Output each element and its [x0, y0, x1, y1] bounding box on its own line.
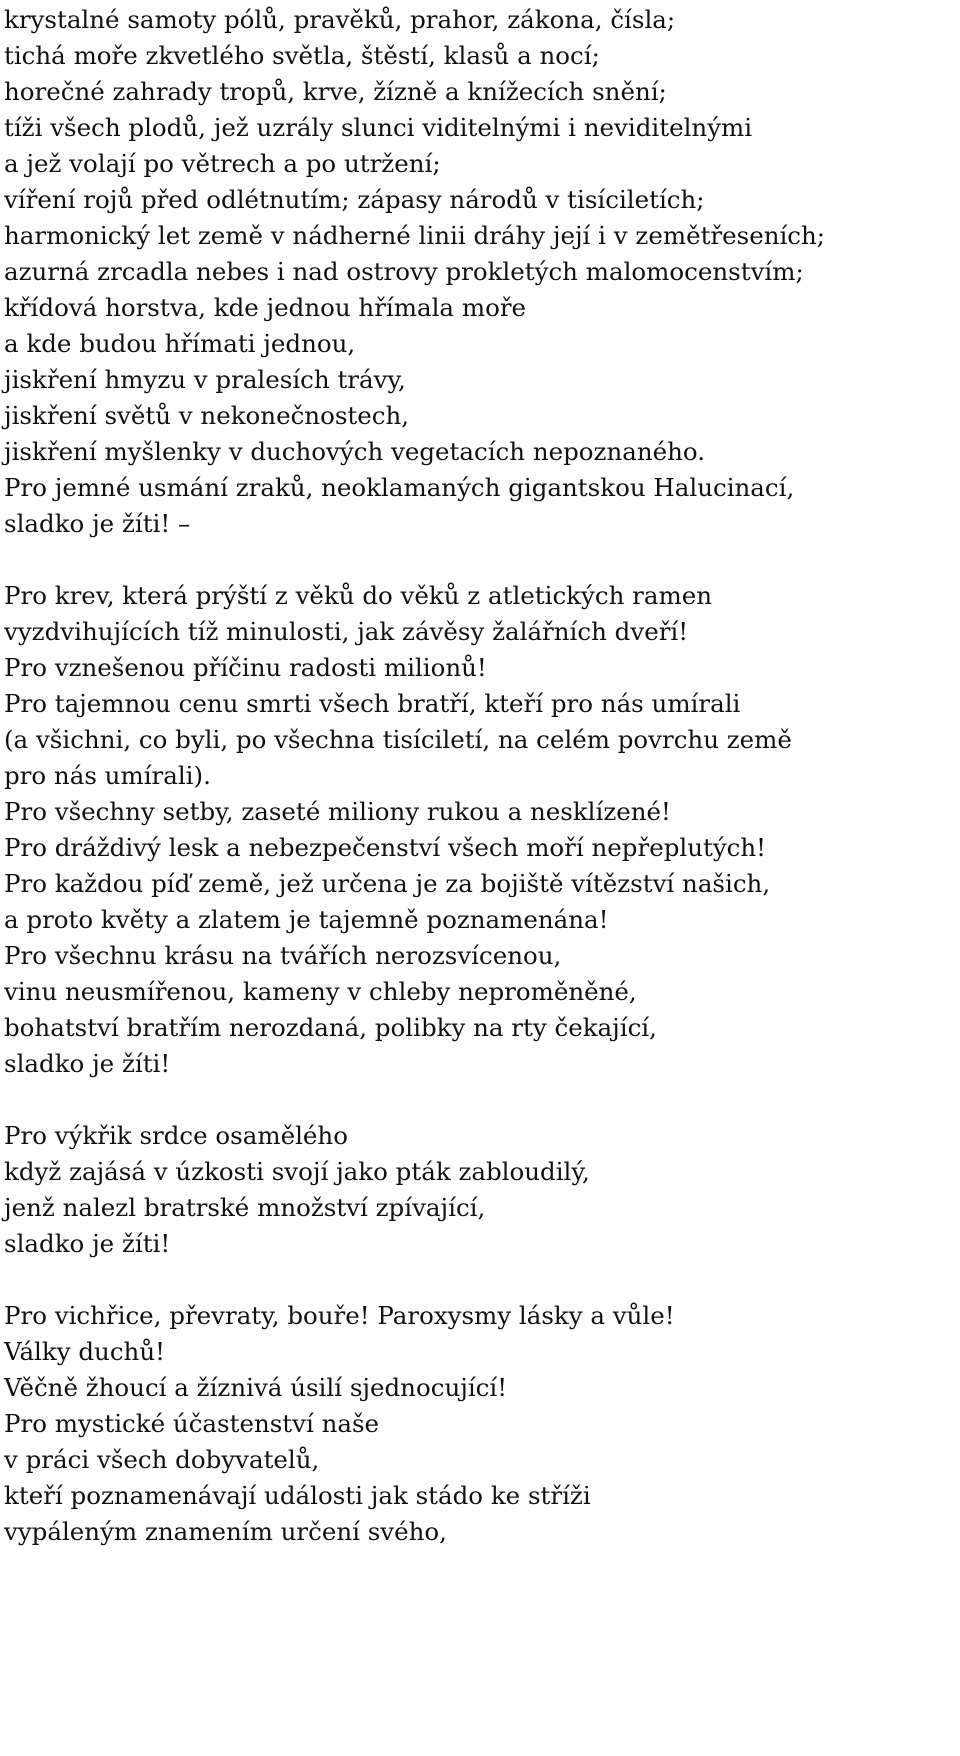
- poem-line: pro nás umírali).: [4, 761, 211, 790]
- poem-line: když zajásá v úzkosti svojí jako pták zabloudilý,: [4, 1157, 590, 1186]
- stanza-3: [4, 1118, 960, 1262]
- poem-line: horečné zahrady tropů, krve, žízně a knížecích snění;: [4, 77, 667, 106]
- poem-line: tíži všech plodů, jež uzrály slunci viditelnými i neviditelnými: [4, 113, 753, 142]
- poem-line: v práci všech dobyvatelů,: [4, 1445, 320, 1474]
- poem-line: (a všichni, co byli, po všechna tisíciletí, na celém povrchu země: [4, 725, 792, 754]
- poem-line: Pro jemné usmání zraků, neoklamaných gigantskou Halucinací,: [4, 473, 795, 502]
- poem-line: Pro krev, která prýští z věků do věků z atletických ramen: [4, 581, 712, 610]
- poem-line: a proto květy a zlatem je tajemně poznamenána!: [4, 905, 609, 934]
- poem-line: bohatství bratřím nerozdaná, polibky na rty čekající,: [4, 1013, 657, 1042]
- stanza-2: [4, 578, 960, 1082]
- poem-line: sladko je žíti!: [4, 1229, 171, 1258]
- poem-line: Věčně žhoucí a žíznivá úsilí sjednocující!: [4, 1373, 508, 1402]
- poem-line: tichá moře zkvetlého světla, štěstí, klasů a nocí;: [4, 41, 600, 70]
- poem-line: Pro mystické účastenství naše: [4, 1409, 380, 1438]
- poem-line: sladko je žíti!: [4, 1049, 171, 1078]
- poem-line: víření rojů před odlétnutím; zápasy národů v tisíciletích;: [4, 185, 705, 214]
- poem-line: křídová horstva, kde jednou hřímala moře: [4, 293, 527, 322]
- poem-line: jiskření myšlenky v duchových vegetacích nepoznaného.: [4, 437, 706, 466]
- poem-line: Pro všechny setby, zaseté miliony rukou a nesklízené!: [4, 797, 671, 826]
- poem-line: vyzdvihujících tíž minulosti, jak závěsy žalářních dveří!: [4, 617, 689, 646]
- poem-line: a jež volají po větrech a po utržení;: [4, 149, 441, 178]
- poem-line: harmonický let země v nádherné linii dráhy její i v zemětřeseních;: [4, 221, 826, 250]
- poem-line: azurná zrcadla nebes i nad ostrovy prokletých malomocenstvím;: [4, 257, 804, 286]
- poem-line: jiskření světů v nekonečnostech,: [4, 401, 410, 430]
- poem-line: a kde budou hřímati jednou,: [4, 329, 356, 358]
- stanza-1: [4, 2, 960, 542]
- poem-line: jenž nalezl bratrské množství zpívající,: [4, 1193, 486, 1222]
- poem-line: vinu neusmířenou, kameny v chleby neproměněné,: [4, 977, 637, 1006]
- stanza-4: [4, 1298, 960, 1550]
- poem-line: Pro dráždivý lesk a nebezpečenství všech moří nepřeplutých!: [4, 833, 767, 862]
- poem-line: krystalné samoty pólů, pravěků, prahor, zákona, čísla;: [4, 5, 676, 34]
- poem-line: Pro každou píď země, jež určena je za bojiště vítězství našich,: [4, 869, 771, 898]
- poem-line: Pro všechnu krásu na tvářích nerozsvícenou,: [4, 941, 562, 970]
- poem-line: Války duchů!: [4, 1337, 165, 1366]
- poem-line: kteří poznamenávají události jak stádo ke stříži: [4, 1481, 591, 1510]
- poem-line: Pro tajemnou cenu smrti všech bratří, kteří pro nás umírali: [4, 689, 741, 718]
- poem-line: sladko je žíti! –: [4, 509, 191, 538]
- poem-line: Pro vznešenou příčinu radosti milionů!: [4, 653, 487, 682]
- poem-line: jiskření hmyzu v pralesích trávy,: [4, 365, 406, 394]
- poem-line: vypáleným znamením určení svého,: [4, 1517, 447, 1546]
- poem-line: Pro výkřik srdce osamělého: [4, 1121, 348, 1150]
- poem-line: Pro vichřice, převraty, bouře! Paroxysmy lásky a vůle!: [4, 1301, 675, 1330]
